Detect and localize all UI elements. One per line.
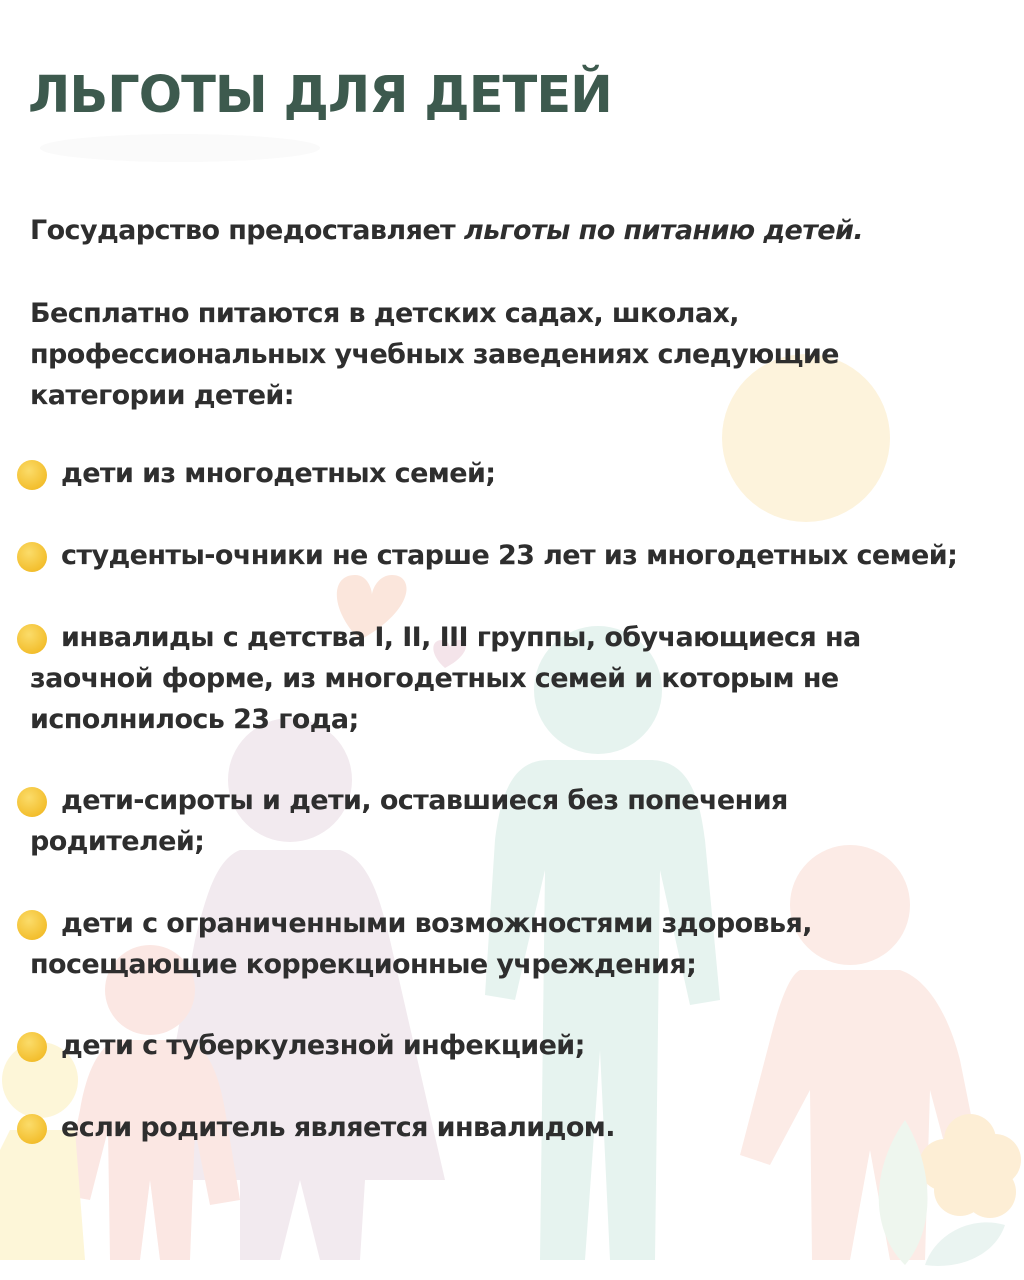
bullet-icon bbox=[17, 1114, 47, 1144]
paragraph-line: категории детей: bbox=[30, 380, 294, 411]
bullet-icon bbox=[17, 542, 47, 572]
list-item-line: инвалиды с детства I, II, III группы, обучающиеся на bbox=[61, 622, 861, 653]
list-item bbox=[30, 1107, 615, 1148]
list-item-line: дети с ограниченными возможностями здоровья, bbox=[61, 908, 812, 939]
intro-plain: Государство предоставляет bbox=[30, 215, 464, 246]
list-item bbox=[30, 453, 496, 494]
list-item-line: родителей; bbox=[30, 826, 205, 857]
list-item bbox=[30, 617, 861, 740]
list-item bbox=[30, 1025, 585, 1066]
list-item-line: посещающие коррекционные учреждения; bbox=[30, 949, 697, 980]
intro-text bbox=[30, 210, 863, 251]
list-item bbox=[30, 903, 812, 985]
bullet-icon bbox=[17, 1032, 47, 1062]
bullet-icon bbox=[17, 787, 47, 817]
list-item-line: дети с туберкулезной инфекцией; bbox=[61, 1030, 585, 1061]
list-item bbox=[30, 780, 788, 862]
paragraph-line: Бесплатно питаются в детских садах, школах, bbox=[30, 298, 739, 329]
list-item-line: исполнилось 23 года; bbox=[30, 704, 359, 735]
list-item-line: дети из многодетных семей; bbox=[61, 458, 496, 489]
list-item-line: студенты-очники не старше 23 лет из многодетных семей; bbox=[61, 540, 958, 571]
bullet-icon bbox=[17, 460, 47, 490]
categories-paragraph bbox=[30, 293, 839, 416]
list-item-line: дети-сироты и дети, оставшиеся без попечения bbox=[61, 785, 788, 816]
list-item-line: заочной форме, из многодетных семей и которым не bbox=[30, 663, 839, 694]
page-title: ЛЬГОТЫ ДЛЯ ДЕТЕЙ bbox=[28, 66, 612, 125]
list-item bbox=[30, 535, 957, 576]
bullet-icon bbox=[17, 910, 47, 940]
paragraph-line: профессиональных учебных заведениях следующие bbox=[30, 339, 839, 370]
list-item-line: если родитель является инвалидом. bbox=[61, 1112, 615, 1143]
bullet-icon bbox=[17, 624, 47, 654]
intro-emphasis: льготы по питанию детей. bbox=[463, 215, 863, 246]
